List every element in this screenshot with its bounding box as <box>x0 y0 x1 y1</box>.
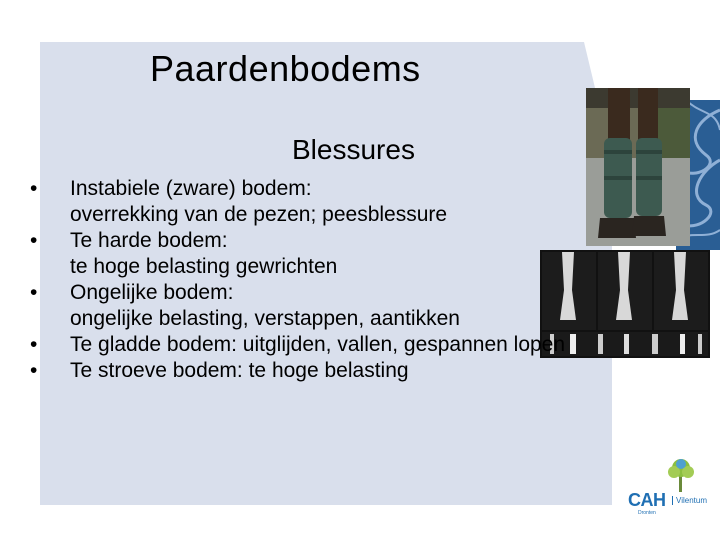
bullet-list <box>30 176 670 384</box>
bullet-item <box>30 280 670 332</box>
logo-city: Dronten <box>638 510 656 516</box>
bullet-text: Te gladde bodem: uitglijden, vallen, gespannen lopen <box>70 333 566 356</box>
bullet-text: Te stroeve bodem: te hoge belasting <box>70 359 409 382</box>
cah-vilentum-logo <box>624 458 707 518</box>
logo-subbrand: Vilentum <box>672 496 707 505</box>
slide-title: Paardenbodems <box>150 48 421 89</box>
logo-brand: CAH <box>628 490 666 510</box>
bullet-text: Instabiele (zware) bodem: <box>70 177 312 200</box>
slide-subtitle: Blessures <box>292 134 415 165</box>
bullet-item <box>30 176 670 228</box>
bullet-item <box>30 332 670 358</box>
bullet-item <box>30 228 670 280</box>
bullet-text-continued: overrekking van de pezen; peesblessure <box>70 203 448 226</box>
bullet-text: Te harde bodem: <box>70 229 228 252</box>
tree-icon <box>666 458 696 494</box>
bullet-text-continued: te hoge belasting gewrichten <box>70 255 338 278</box>
bullet-text: Ongelijke bodem: <box>70 281 234 304</box>
bullet-text-continued: ongelijke belasting, verstappen, aantikken <box>70 307 460 330</box>
bullet-item <box>30 358 670 384</box>
